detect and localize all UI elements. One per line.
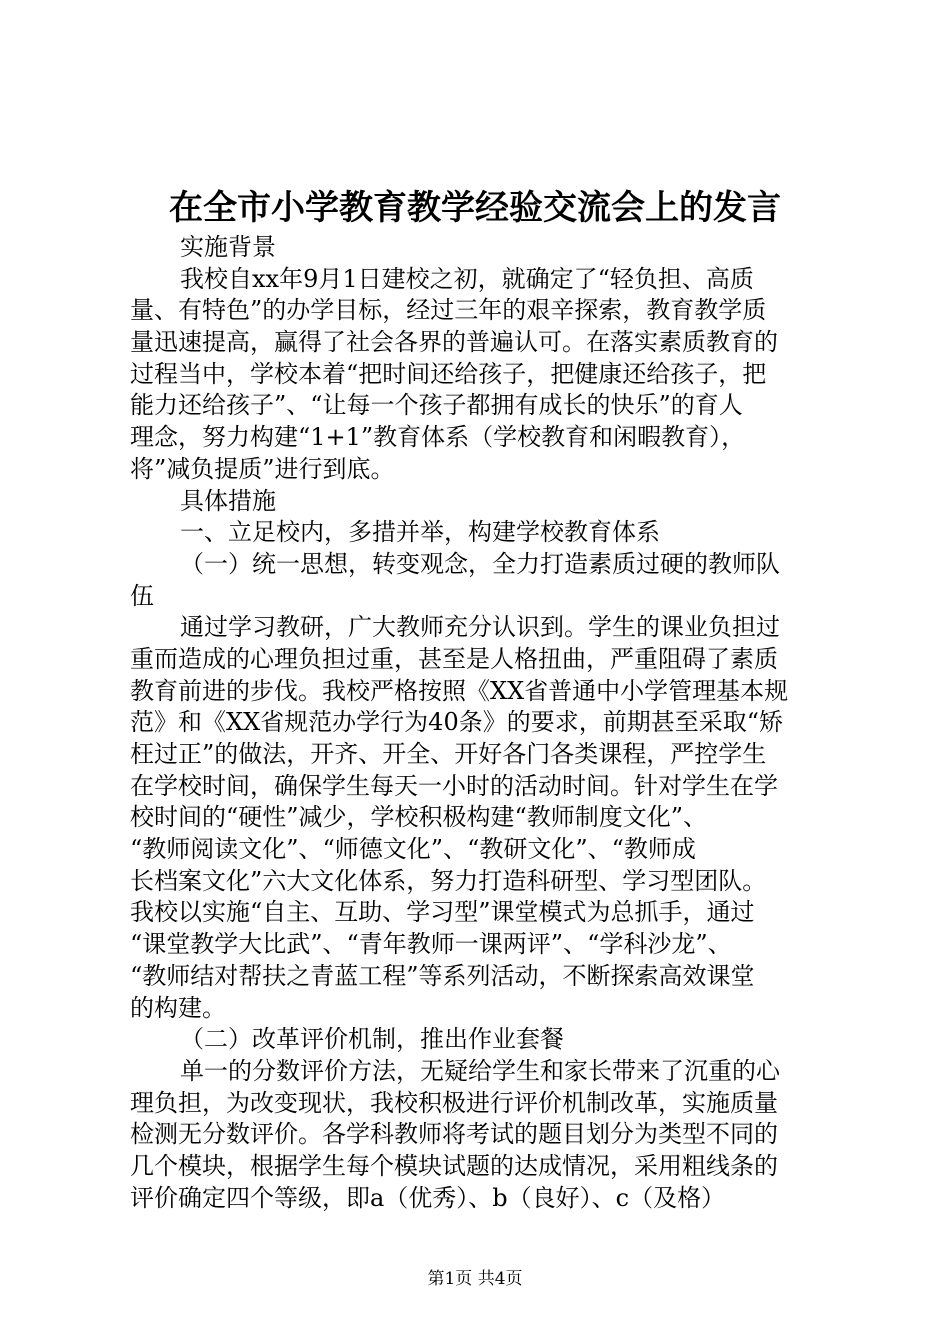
body-line: 检测无分数评价。各学科教师将考试的题目划分为类型不同的 [130,1120,778,1149]
body-line: 长档案文化”六大文化体系，努力打造科研型、学习型团队。 [130,866,767,895]
body-line: 校时间的“硬性”减少，学校积极构建“教师制度文化”、 [130,803,708,832]
body-line: 通过学习教研，广大教师充分认识到。学生的课业负担过 [180,613,780,642]
body-line: 评价确定四个等级，即a（优秀）、b（良好）、c（及格） [130,1183,726,1212]
body-line: 量迅速提高，赢得了社会各界的普遍认可。在落实素质教育的 [130,328,778,357]
document-body [130,232,835,1214]
body-line: （一）统一思想，转变观念，全力打造素质过硬的教师队 [180,549,780,578]
body-line: 理负担，为改变现状，我校积极进行评价机制改革，实施质量 [130,1088,778,1117]
body-line: “教师结对帮扶之青蓝工程”等系列活动，不断探索高效课堂 [130,961,755,990]
body-line: 将”减负提质”进行到底。 [130,454,395,483]
page-indicator: 第1页 共4页 [427,1269,523,1289]
body-line: 枉过正”的做法，开齐、开全、开好各门各类课程，严控学生 [130,740,767,768]
body-line: 伍 [130,581,154,610]
body-line: 单一的分数评价方法，无疑给学生和家长带来了沉重的心 [180,1056,780,1085]
body-line: “教师阅读文化”、“师德文化”、“教研文化”、“教师成 [130,835,696,864]
body-line: 具体措施 [180,486,276,515]
body-line: 我校以实施“自主、互助、学习型”课堂模式为总抓手，通过 [130,898,755,927]
body-line: 在学校时间，确保学生每天一小时的活动时间。针对学生在学 [130,771,778,800]
body-line: 范》和《XX省规范办学行为40条》的要求，前期甚至采取“矫 [130,708,783,737]
body-line: （二）改革评价机制，推出作业套餐 [180,1025,564,1054]
body-line: 我校自xx年9月1日建校之初，就确定了“轻负担、高质 [180,264,754,293]
body-line: 几个模块，根据学生每个模块试题的达成情况，采用粗线条的 [130,1151,778,1180]
document-title: 在全市小学教育教学经验交流会上的发言 [169,188,781,228]
body-line: “课堂教学大比武”、“青年教师一课两评”、“学科沙龙”、 [130,930,732,959]
body-line: 理念，努力构建“1+1”教育体系（学校教育和闲暇教育）， [130,423,746,452]
body-line: 量、有特色”的办学目标，经过三年的艰辛探索，教育教学质 [130,296,767,325]
body-line: 教育前进的步伐。我校严格按照《XX省普通中小学管理基本规 [130,676,789,705]
body-line: 实施背景 [180,233,276,261]
body-line: 过程当中，学校本着“把时间还给孩子，把健康还给孩子，把 [130,359,767,388]
body-line: 的构建。 [130,993,226,1022]
body-line: 重而造成的心理负担过重，甚至是人格扭曲，严重阻碍了素质 [130,644,778,673]
body-line: 一、立足校内，多措并举，构建学校教育体系 [180,518,660,547]
body-line: 能力还给孩子”、“让每一个孩子都拥有成长的快乐”的育人 [130,391,743,420]
